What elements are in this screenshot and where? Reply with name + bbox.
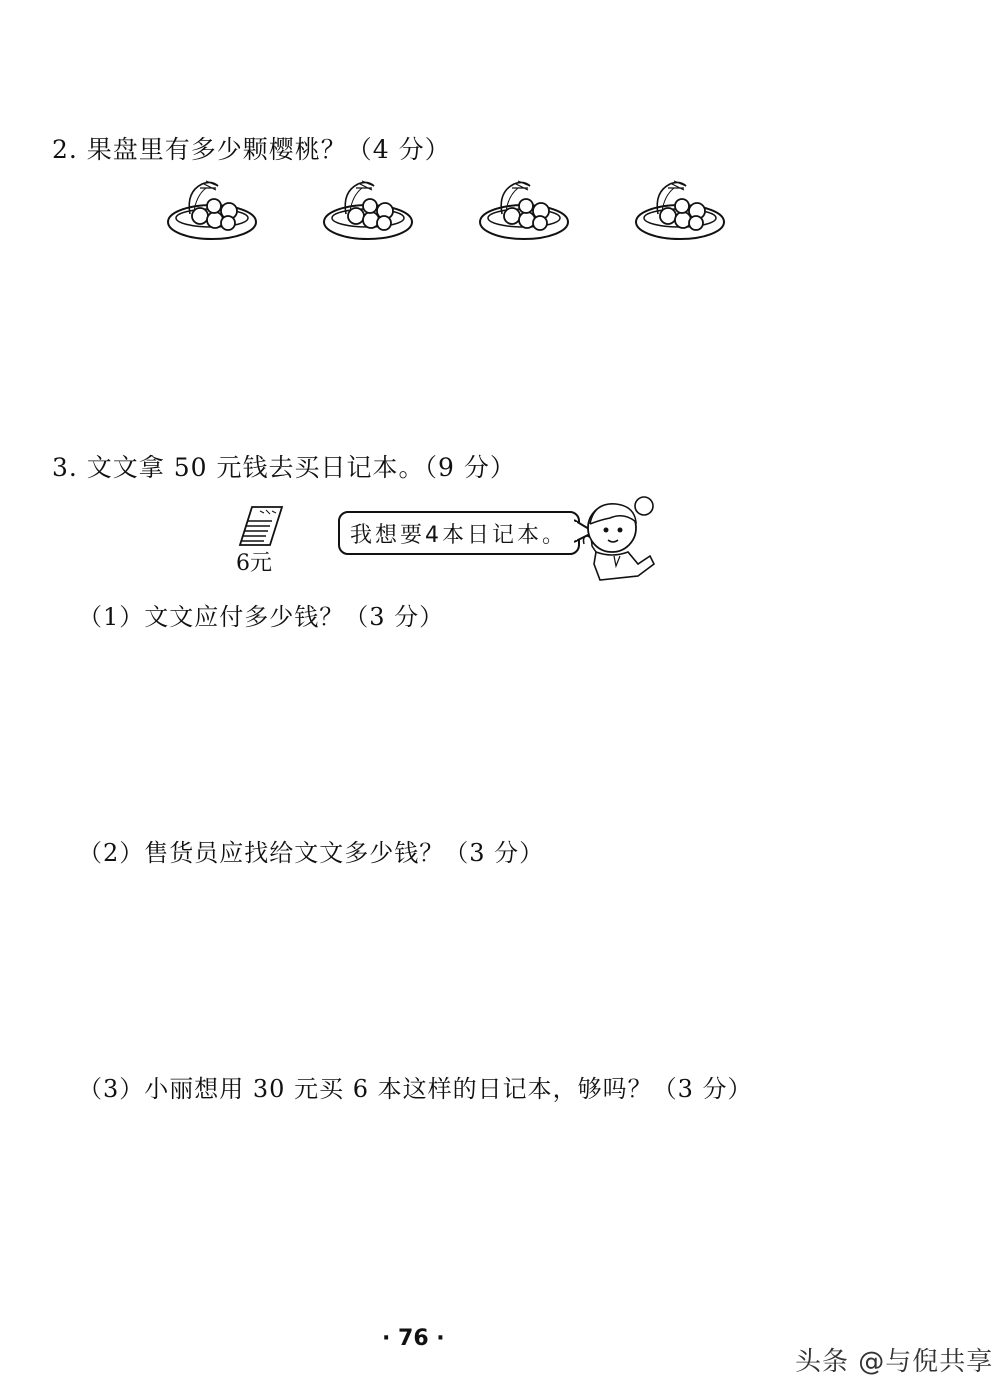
notebook-icon xyxy=(238,505,284,547)
speech-text: 我想要4本日记本。 xyxy=(350,523,567,548)
sub-question-2: （2）售货员应找给文文多少钱？（3 分） xyxy=(78,839,545,867)
watermark: 头条 @与倪共享 xyxy=(795,1347,994,1377)
cherry-plate-icon xyxy=(634,178,726,244)
cherry-plate-2 xyxy=(322,178,414,244)
cherry-plate-1 xyxy=(166,178,258,244)
girl-character-icon xyxy=(580,494,662,584)
page-number: · 76 · xyxy=(382,1326,445,1351)
question-3-title: 3. 文文拿 50 元钱去买日记本。（9 分） xyxy=(52,453,516,482)
cherry-plate-4 xyxy=(634,178,726,244)
cherry-plate-icon xyxy=(166,178,258,244)
sub-question-1: （1）文文应付多少钱？（3 分） xyxy=(78,603,445,631)
notebook-price: 6元 xyxy=(236,551,272,576)
sub-question-3: （3）小丽想用 30 元买 6 本这样的日记本，够吗？（3 分） xyxy=(78,1075,753,1103)
speech-bubble xyxy=(338,511,580,555)
cherry-plate-icon xyxy=(478,178,570,244)
question-2-title: 2. 果盘里有多少颗樱桃？（4 分） xyxy=(52,135,451,164)
cherry-plate-icon xyxy=(322,178,414,244)
cherry-plate-3 xyxy=(478,178,570,244)
